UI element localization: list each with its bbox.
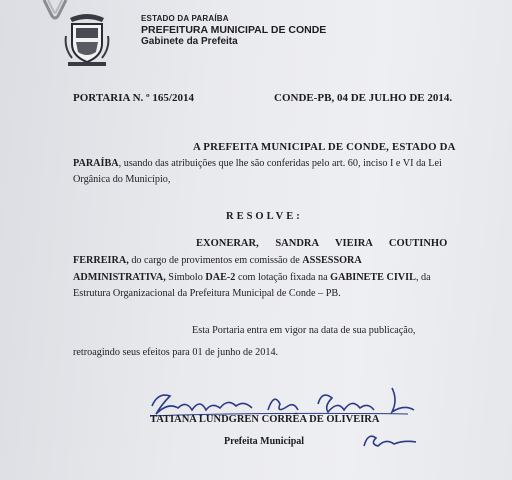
preamble-state: PARAÍBA [73,158,119,169]
decision-line-1: EXONERAR, SANDRA VIEIRA COUTINHO [196,238,448,249]
gabinete-name: Gabinete da Prefeita [141,36,238,47]
preamble-line-2 [73,158,442,169]
state-name: ESTADO DA PARAÍBA [141,14,229,23]
signatory-name: TATIANA LUNDGREN CORRÊA DE OLIVEIRA [150,414,380,425]
decision-role-b: ADMINISTRATIVA, [73,272,166,283]
decision-line-4: Estrutura Organizacional da Prefeitura Municipal de Conde – PB. [73,288,341,299]
effect-line-1: Esta Portaria entra em vigor na data de sua publicação, [192,325,416,336]
decision-role-a: ASSESSORA [302,255,362,266]
decision-line-3-end: , da [415,272,431,283]
document-date: CONDE-PB, 04 DE JULHO DE 2014. [274,92,453,104]
preamble-line-2-rest: , usando das atribuições que lhe são conferidas pelo art. 60, inciso I e VI da Lei [118,158,442,169]
preamble-line-3: Orgânica do Município, [73,174,171,185]
resolve-heading: RESOLVE: [226,211,303,222]
signatory-role: Prefeita Municipal [224,436,305,447]
portaria-number: PORTARIA N. º 165/2014 [73,92,194,104]
prefeitura-name: PREFEITURA MUNICIPAL DE CONDE [141,24,327,36]
effect-line-2: retroagindo seus efeitos para 01 de junho de 2014. [73,347,279,358]
decision-lotacao: GABINETE CIVIL [330,272,416,283]
decision-line-2-text: do cargo de provimentos em comissão de [128,255,303,266]
decision-line-3 [73,272,431,283]
decision-line-2 [73,255,362,266]
decision-symbol-label: Símbolo [165,272,206,283]
decision-surname: FERREIRA, [73,255,129,266]
decision-symbol: DAE-2 [205,272,236,283]
preamble-line-1: A PREFEITA MUNICIPAL DE CONDE, ESTADO DA [193,141,456,153]
decision-lotacao-label: com lotação fixada na [235,272,331,283]
municipal-coat-of-arms-icon [64,8,110,68]
initials-signature-icon [360,428,420,450]
